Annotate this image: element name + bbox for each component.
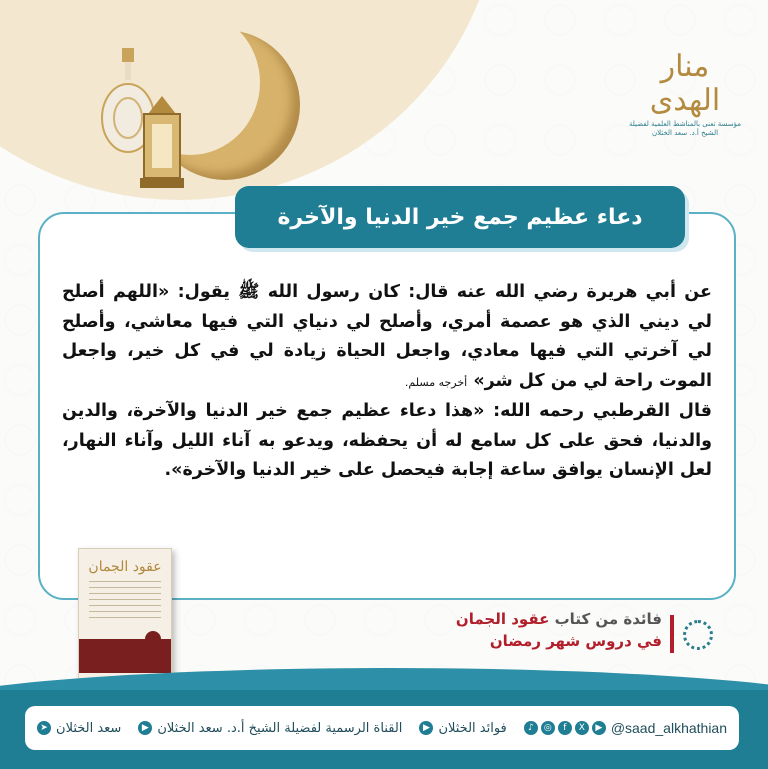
logo-subtitle: مؤسسة تعنى بالمناشط العلمية لفضيلة الشيخ أ.د. سعد الخثلان bbox=[628, 120, 742, 137]
x-icon[interactable]: X bbox=[575, 721, 589, 735]
caption-line-1 bbox=[420, 610, 662, 628]
telegram-icon: ➤ bbox=[37, 721, 51, 735]
caption-line-2: في دروس شهر رمضان bbox=[489, 632, 662, 650]
facebook-icon[interactable]: f bbox=[558, 721, 572, 735]
mandala-icon bbox=[683, 620, 713, 650]
commentary-paragraph: قال القرطبي رحمه الله: «هذا دعاء عظيم جمع خير الدنيا والآخرة، والدين والدنيا، فحق على كل سامع له أن يحفظه، ويدعو به آناء الليل وآناء النهار، لعل الإنسان يوافق ساعة إجابة فيحصل على خير الدنيا والآخرة». bbox=[62, 401, 712, 480]
title-banner bbox=[235, 186, 685, 248]
hadith-source: أخرجه مسلم. bbox=[404, 375, 468, 389]
book-cover-band bbox=[79, 639, 171, 673]
tiktok-icon[interactable]: ♪ bbox=[524, 721, 538, 735]
logo-text: منار الهدى bbox=[649, 49, 721, 118]
book-cover-title: عقود الجمان bbox=[88, 559, 162, 575]
footer-channel-item[interactable] bbox=[138, 721, 402, 736]
lantern-icon bbox=[136, 96, 188, 196]
youtube-icon: ▶ bbox=[138, 721, 152, 735]
fawaid-label[interactable]: فوائد الخثلان bbox=[438, 720, 507, 736]
footer-fawaid-item[interactable] bbox=[419, 721, 506, 736]
social-icons bbox=[524, 721, 606, 735]
book-caption bbox=[420, 610, 662, 650]
footer-links bbox=[25, 706, 739, 750]
logo bbox=[625, 28, 745, 137]
hadith-paragraph bbox=[62, 278, 712, 397]
social-handle[interactable]: @saad_alkhathian bbox=[610, 720, 727, 736]
youtube-icon: ▶ bbox=[419, 721, 433, 735]
page-title: دعاء عظيم جمع خير الدنيا والآخرة bbox=[277, 204, 643, 230]
channel-label[interactable]: القناة الرسمية لفضيلة الشيخ أ.د. سعد الخثلان bbox=[157, 720, 403, 736]
footer-handle-item[interactable] bbox=[524, 720, 727, 736]
instagram-icon[interactable]: ◎ bbox=[541, 721, 555, 735]
hadith-text bbox=[62, 278, 712, 486]
caption-book-name: عقود الجمان bbox=[455, 610, 550, 628]
caption-accent-bar bbox=[670, 615, 674, 653]
hadith-body: عن أبي هريرة رضي الله عنه قال: كان رسول الله ﷺ يقول: «اللهم أصلح لي ديني الذي هو عصمة أمري، وأصلح لي دنياي التي فيها معاشي، وأصلح لي آخرتي التي فيها معادي، واجعل الحياة زيادة لي في كل خير، واجعل الموت راحة لي من كل شر» bbox=[62, 282, 712, 391]
youtube-icon[interactable]: ▶ bbox=[592, 721, 606, 735]
footer-telegram-item[interactable] bbox=[37, 721, 121, 736]
caption-prefix: فائدة من كتاب bbox=[554, 610, 662, 628]
telegram-label[interactable]: سعد الخثلان bbox=[56, 720, 122, 736]
book-cover-lines bbox=[89, 581, 161, 621]
